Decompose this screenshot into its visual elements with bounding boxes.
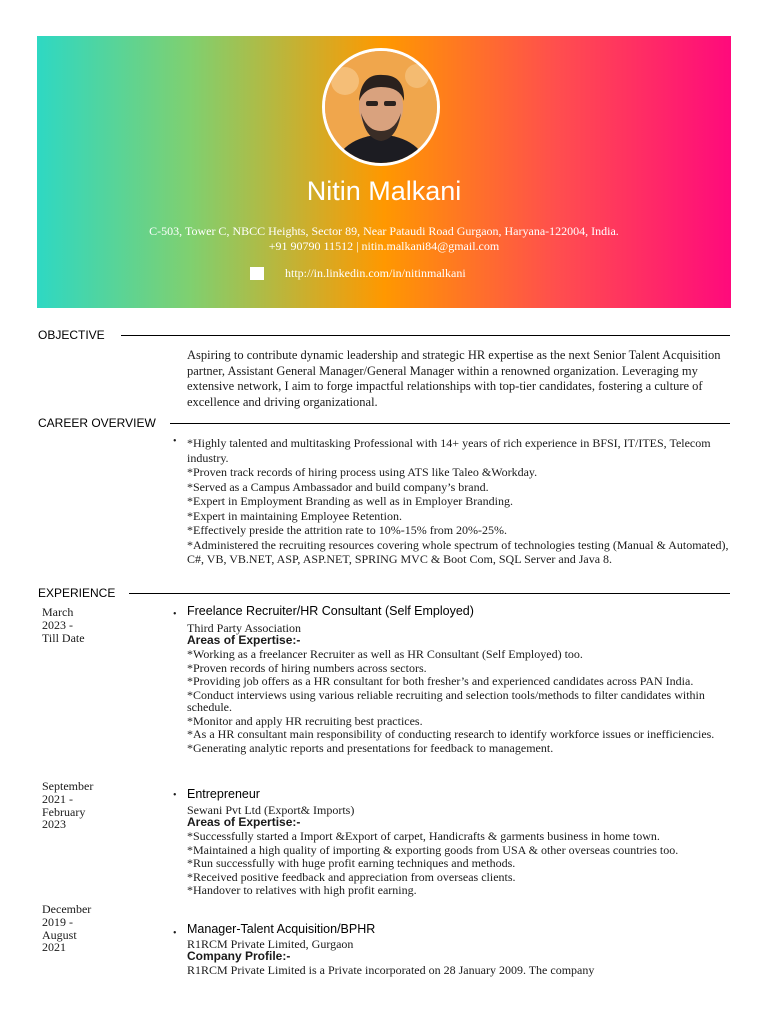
company-name: R1RCM Private Limited, Gurgaon <box>187 937 354 951</box>
job-subheading: Areas of Expertise:- <box>187 633 301 647</box>
bullet-icon: • <box>173 609 177 620</box>
career-overview-divider <box>170 423 730 424</box>
list-item: *Run successfully with huge profit earning techniques and methods. <box>187 856 516 871</box>
objective-divider <box>121 335 730 336</box>
list-item: *Served as a Campus Ambassador and build company’s brand. <box>187 479 489 494</box>
experience-divider <box>129 593 730 594</box>
job-date-text: September 2021 - February 2023 <box>42 779 94 832</box>
list-item: *Proven track records of hiring process using ATS like Taleo &Workday. <box>187 465 538 479</box>
candidate-name: Nitin Malkani <box>306 176 462 206</box>
job-date <box>42 780 132 831</box>
objective-text: Aspiring to contribute dynamic leadership and strategic HR expertise as the next Senior Talent Acquisition partner, Assistant General Manager/General Manager within a renowned organization. Leveraging my extensive network, I aim to forge impactful relationships with top-tier candidates, fostering a culture of excellence and driving organizational. <box>187 348 721 409</box>
job-subheading: Areas of Expertise:- <box>187 815 301 829</box>
profile-header <box>37 36 731 308</box>
job-date-text: December 2019 - August 2021 <box>42 902 92 955</box>
job-title: Manager-Talent Acquisition/BPHR <box>187 922 376 936</box>
list-item: *Successfully started a Import &Export of carpet, Handicrafts & garments business in home town. <box>187 829 660 843</box>
list-item: *Proven records of hiring numbers across sectors. <box>187 660 427 675</box>
linkedin-link[interactable]: http://in.linkedin.com/in/nitinmalkani <box>285 266 466 280</box>
contact-text: +91 90790 11512 | nitin.malkani84@gmail.com <box>268 239 500 253</box>
list-item: *Generating analytic reports and presentations for feedback to management. <box>187 740 554 755</box>
linkedin-row[interactable] <box>250 266 550 280</box>
profile-photo <box>322 48 440 166</box>
list-item: *Conduct interviews using various reliable recruiting and selection tools/methods to filter candidates within schedule. <box>187 687 705 715</box>
career-overview-list <box>187 436 735 567</box>
list-item: *Handover to relatives with high profit earning. <box>187 883 417 898</box>
job-subheading: Company Profile:- <box>187 949 291 963</box>
list-item: *Effectively preside the attrition rate to 10%-15% from 20%-25%. <box>187 523 508 537</box>
job-date <box>42 606 132 644</box>
objective-heading: OBJECTIVE <box>38 328 105 342</box>
list-item: *Administered the recruiting resources covering whole spectrum of technologies testing (Manual & Automated), C#, VB, VB.NET, ASP, ASP.NET, SPRING MVC & Boot Com, SQL Server and Java 8. <box>187 537 729 566</box>
bullet-icon: • <box>173 436 177 447</box>
job-date <box>42 903 132 954</box>
list-item: *Expert in Employment Branding as well as in Employer Branding. <box>187 494 513 508</box>
job-responsibilities <box>187 964 735 978</box>
list-item: R1RCM Private Limited is a Private incorporated on 28 January 2009. The company <box>187 963 595 977</box>
list-item: *Working as a freelancer Recruiter as well as HR Consultant (Self Employed) too. <box>187 647 583 661</box>
job-title: Entrepreneur <box>187 787 260 801</box>
list-item: *Maintained a high quality of importing & exporting goods from USA & other overseas countries too. <box>187 842 679 857</box>
list-item: *Expert in maintaining Employee Retention. <box>187 508 402 523</box>
profile-photo-illustration <box>325 51 437 163</box>
list-item: *As a HR consultant main responsibility of conducting research to identify workforce issues or inefficiencies. <box>187 727 715 742</box>
list-item: *Monitor and apply HR recruiting best practices. <box>187 713 423 728</box>
job-responsibilities <box>187 830 735 898</box>
experience-heading: EXPERIENCE <box>38 586 116 600</box>
job-title: Freelance Recruiter/HR Consultant (Self Employed) <box>187 604 474 618</box>
linkedin-icon <box>250 267 264 280</box>
address-text: C-503, Tower C, NBCC Heights, Sector 89, Near Pataudi Road Gurgaon, Haryana-122004, India. <box>149 224 619 238</box>
list-item: *Highly talented and multitasking Professional with 14+ years of rich experience in BFSI, IT/ITES, Telecom industry. <box>187 436 711 465</box>
career-overview-heading: CAREER OVERVIEW <box>38 416 156 430</box>
list-item: *Received positive feedback and appreciation from overseas clients. <box>187 869 516 884</box>
bullet-icon: • <box>173 928 177 939</box>
job-date-text: March 2023 - Till Date <box>42 605 85 645</box>
job-responsibilities <box>187 648 735 756</box>
company-name: Sewani Pvt Ltd (Export& Imports) <box>187 803 355 817</box>
list-item: *Providing job offers as a HR consultant for both fresher’s and experienced candidates across PAN India. <box>187 674 694 689</box>
bullet-icon: • <box>173 790 177 801</box>
company-name: Third Party Association <box>187 621 301 635</box>
